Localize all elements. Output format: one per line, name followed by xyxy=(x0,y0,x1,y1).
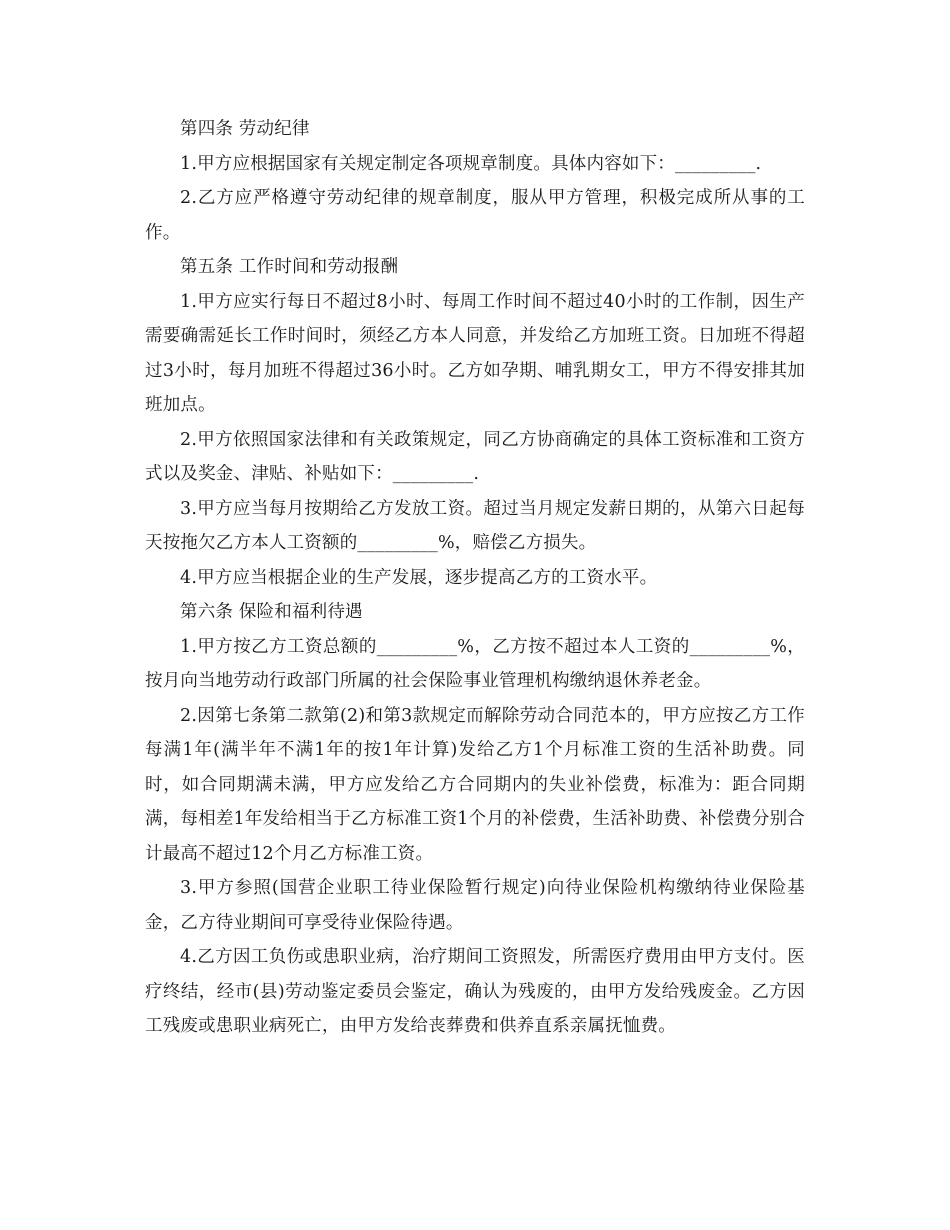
section-heading-4: 第四条 劳动纪律 xyxy=(180,119,310,139)
section-heading-5: 第五条 工作时间和劳动报酬 xyxy=(180,257,399,277)
paragraph-5-1: 1.甲方应实行每日不超过8小时、每周工作时间不超过40小时的工作制，因生产需要确需延长工作时间时，须经乙方本人同意，并发给乙方加班工资。日加班不得超过3小时，每月加班不得超过36小时。乙方如孕期、哺乳期女工，甲方不得安排其加班加点。 xyxy=(145,291,805,415)
paragraph-6-1: 1.甲方按乙方工资总额的_________%，乙方按不超过本人工资的_________%，按月向当地劳动行政部门所属的社会保险事业管理机构缴纳退休养老金。 xyxy=(145,636,805,691)
section-heading-6: 第六条 保险和福利待遇 xyxy=(180,602,363,622)
paragraph-5-2: 2.甲方依照国家法律和有关政策规定，同乙方协商确定的具体工资标准和工资方式以及奖金、津贴、补贴如下：_________. xyxy=(145,429,805,484)
paragraph-4-1: 1.甲方应根据国家有关规定制定各项规章制度。具体内容如下：_________. xyxy=(180,153,762,174)
paragraph-5-3: 3.甲方应当每月按期给乙方发放工资。超过当月规定发薪日期的，从第六日起每天按拖欠乙方本人工资额的_________%，赔偿乙方损失。 xyxy=(145,498,805,553)
paragraph-6-3: 3.甲方参照(国营企业职工待业保险暂行规定)向待业保险机构缴纳待业保险基金，乙方待业期间可享受待业保险待遇。 xyxy=(145,878,805,933)
paragraph-6-4: 4.乙方因工负伤或患职业病，治疗期间工资照发，所需医疗费用由甲方支付。医疗终结，经市(县)劳动鉴定委员会鉴定，确认为残废的，由甲方发给残废金。乙方因工残废或患职业病死亡，由甲方发给丧葬费和供养直系亲属抚恤费。 xyxy=(145,947,805,1036)
document-body xyxy=(145,112,805,1044)
paragraph-6-2: 2.因第七条第二款第(2)和第3款规定而解除劳动合同范本的，甲方应按乙方工作每满1年(满半年不满1年的按1年计算)发给乙方1个月标准工资的生活补助费。同时，如合同期满未满，甲方应发给乙方合同期内的失业补偿费，标准为：距合同期满，每相差1年发给相当于乙方标准工资1个月的补偿费，生活补助费、补偿费分别合计最高不超过12个月乙方标准工资。 xyxy=(145,705,805,864)
paragraph-4-2: 2.乙方应严格遵守劳动纪律的规章制度，服从甲方管理，积极完成所从事的工作。 xyxy=(145,188,805,243)
paragraph-5-4: 4.甲方应当根据企业的生产发展，逐步提高乙方的工资水平。 xyxy=(180,567,658,588)
